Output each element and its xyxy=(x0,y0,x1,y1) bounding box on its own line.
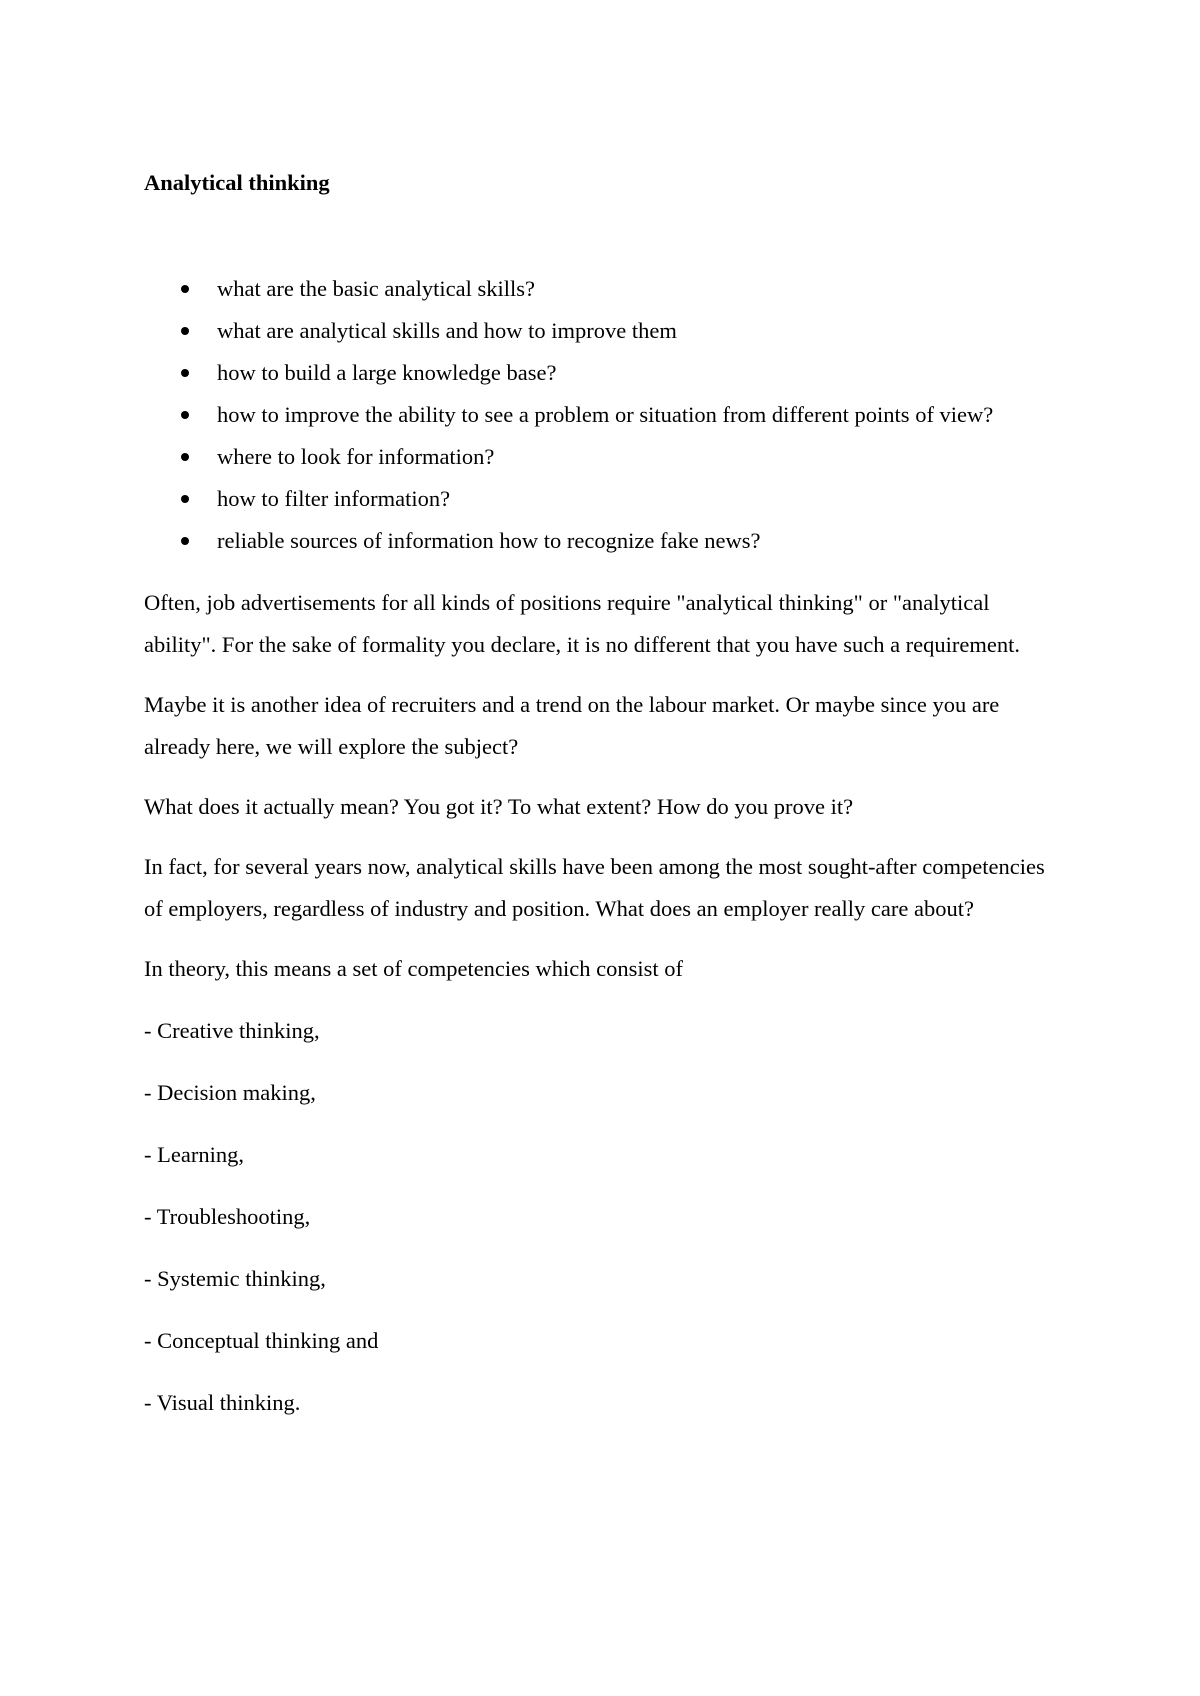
competency-item: - Decision making, xyxy=(144,1080,316,1105)
competency-list xyxy=(144,1010,1064,1424)
competency-item: - Learning, xyxy=(144,1142,244,1167)
bullet-icon xyxy=(181,453,189,461)
question-text: how to build a large knowledge base? xyxy=(217,360,557,385)
competency-item: - Visual thinking. xyxy=(144,1390,301,1415)
document-body xyxy=(144,162,1064,1424)
paragraph-questions: What does it actually mean? You got it? To what extent? How do you prove it? xyxy=(144,794,854,819)
question-text: what are the basic analytical skills? xyxy=(217,276,535,301)
competency-item: - Creative thinking, xyxy=(144,1018,320,1043)
competency-item: - Conceptual thinking and xyxy=(144,1328,379,1353)
question-list-item xyxy=(144,352,1064,394)
question-list-item xyxy=(144,478,1064,520)
bullet-icon xyxy=(181,495,189,503)
paragraph-employers: In fact, for several years now, analytical skills have been among the most sought-after competencies of employers, regardless of industry and position. What does an employer really care about? xyxy=(144,854,1045,921)
question-list-item xyxy=(144,436,1064,478)
question-list-item xyxy=(144,310,1064,352)
document-title: Analytical thinking xyxy=(144,170,330,195)
bullet-icon xyxy=(181,369,189,377)
question-text: reliable sources of information how to recognize fake news? xyxy=(217,528,761,553)
bullet-icon xyxy=(181,537,189,545)
paragraph-recruiters: Maybe it is another idea of recruiters and a trend on the labour market. Or maybe since you are already here, we will explore the subject? xyxy=(144,692,1000,759)
competency-item: - Troubleshooting, xyxy=(144,1204,311,1229)
competency-item: - Systemic thinking, xyxy=(144,1266,326,1291)
bullet-icon xyxy=(181,411,189,419)
question-text: how to filter information? xyxy=(217,486,451,511)
question-text: what are analytical skills and how to improve them xyxy=(217,318,677,343)
question-list-item xyxy=(144,268,1064,310)
question-list-item xyxy=(144,520,1064,562)
question-text: how to improve the ability to see a problem or situation from different points of view? xyxy=(217,402,994,427)
bullet-icon xyxy=(181,285,189,293)
question-list-item xyxy=(144,394,1064,436)
question-text: where to look for information? xyxy=(217,444,495,469)
bullet-icon xyxy=(181,327,189,335)
question-list xyxy=(144,268,1064,562)
paragraph-job-ads: Often, job advertisements for all kinds of positions require "analytical thinking" or "analytical ability". For the sake of formality you declare, it is no different that you have such a requirement. xyxy=(144,590,1021,657)
paragraph-theory: In theory, this means a set of competencies which consist of xyxy=(144,956,684,981)
